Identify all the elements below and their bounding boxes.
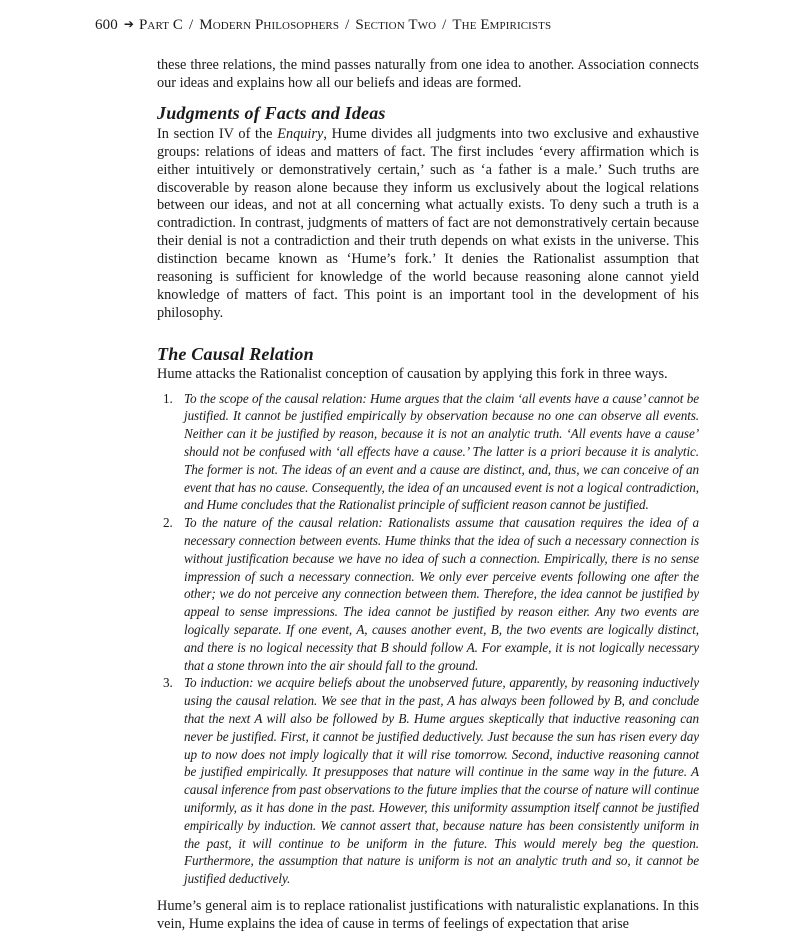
section-heading-causal: The Causal Relation <box>157 343 314 364</box>
list-item-text: To the scope of the causal relation: Hume argues that the claim ‘all events have a cause’ cannot be justified. It cannot be justified empirically by observation because no one can observe all events. Neither can it be justified by reason, because it is not an analytic truth. ‘All events have a cause’ should not be confused with ‘all effects have a cause.’ The latter is a priori because it is analytic. The former is not. The ideas of an event and a cause are distinct, and, thus, we can conceive of an event that has no cause. Consequently, the idea of an uncaused event is not a logical contradiction, and Hume concludes that the Rationalist principle of sufficient reason cannot be justified. <box>184 390 699 513</box>
list-item-text: To the nature of the causal relation: Rationalists assume that causation requires the idea of a necessary connection between events. Hume thinks that the idea of such a necessary connection is without justification because we have no idea of such a connection. Empirically, there is no sense impression of such a necessary connection. We only ever perceive events following one after the other; we do not perceive any connection between them. Therefore, the idea cannot be justified by appeal to sense impressions. The idea cannot be justified by reason either. Any two events are logically separate. If one event, A, causes another event, B, the two events are logically distinct, and there is no logical necessity that B should follow A. For example, it is not logically necessary that a stone thrown into the air should fall to the ground. <box>184 515 699 673</box>
arrow-icon: ➔ <box>123 17 134 31</box>
header-section: Section Two <box>355 17 437 33</box>
header-part: Part C <box>138 17 184 33</box>
header-separator: / <box>442 17 447 33</box>
section-heading-judgments: Judgments of Facts and Ideas <box>157 102 386 123</box>
page-number: 600 <box>95 17 118 33</box>
opening-paragraph: these three relations, the mind passes naturally from one idea to another. Association connects our ideas and explains how all our beliefs and ideas are formed. <box>157 57 699 91</box>
judgments-text-start: In section IV of the <box>157 125 278 142</box>
header-chapter: The Empiricists <box>452 17 552 33</box>
page-body <box>157 57 699 934</box>
causal-list <box>157 390 699 888</box>
enquiry-title: Enquiry <box>277 125 324 142</box>
list-item <box>157 390 699 515</box>
list-item-number: 2. <box>163 515 173 531</box>
header-separator: / <box>189 17 194 33</box>
header-book-section: Modern Philosophers <box>199 17 340 33</box>
list-item-text: To induction: we acquire beliefs about the unobserved future, apparently, by reasoning inductively using the causal relation. We see that in the past, A has always been followed by B, and conclude that the next A will also be followed by B. Hume argues skeptically that inductive reasoning can never be justified. First, it cannot be justified deductively. Just because the sun has risen every day up to now does not imply logically that it will rise tomorrow. Second, inductive reasoning cannot be justified empirically. It presupposes that nature will continue in the same way in the future. A causal inference from past observations to the future implies that the course of nature will continue uniformly, as it has done in the past. However, this uniformity assumption itself cannot be justified empirically by induction. We cannot assert that, because nature has been consistently uniform in the past, it will continue to be uniform in the future. This would merely beg the question. Furthermore, the assumption that nature is uniform is not an analytic truth and so, it cannot be justified deductively. <box>184 675 699 887</box>
list-item-number: 1. <box>163 390 173 406</box>
list-item <box>157 514 699 674</box>
list-item <box>157 674 699 888</box>
running-header <box>95 17 735 34</box>
list-item-number: 3. <box>163 675 173 691</box>
closing-paragraph: Hume’s general aim is to replace rationalist justifications with naturalistic explanations. In this vein, Hume explains the idea of cause in terms of feelings of expectation that arise <box>157 898 699 932</box>
header-separator: / <box>345 17 350 33</box>
causal-intro: Hume attacks the Rationalist conception of causation by applying this fork in three ways. <box>157 365 668 382</box>
judgments-paragraph <box>157 126 699 323</box>
judgments-text-rest: , Hume divides all judgments into two exclusive and exhaustive groups: relations of ideas and matters of fact. The first includes ‘every affirmation which is either intuitively or demonstratively certain,’ such as ‘a father is a male.’ Such truths are discoverable by reason alone because they inform us exclusively about the logical relations between our ideas, and not at all concerning what actually exists. To deny such a truth is a contradiction. In contrast, judgments of matters of fact are not demonstratively certain because their denial is not a contradiction and their truth depends on what exists in the universe. This distinction became known as ‘Hume’s fork.’ It denies the Rationalist assumption that reasoning is sufficient for knowledge of the world because reasoning alone cannot yield knowledge of matters of fact. This point is an important tool in the development of his philosophy. <box>157 125 699 321</box>
